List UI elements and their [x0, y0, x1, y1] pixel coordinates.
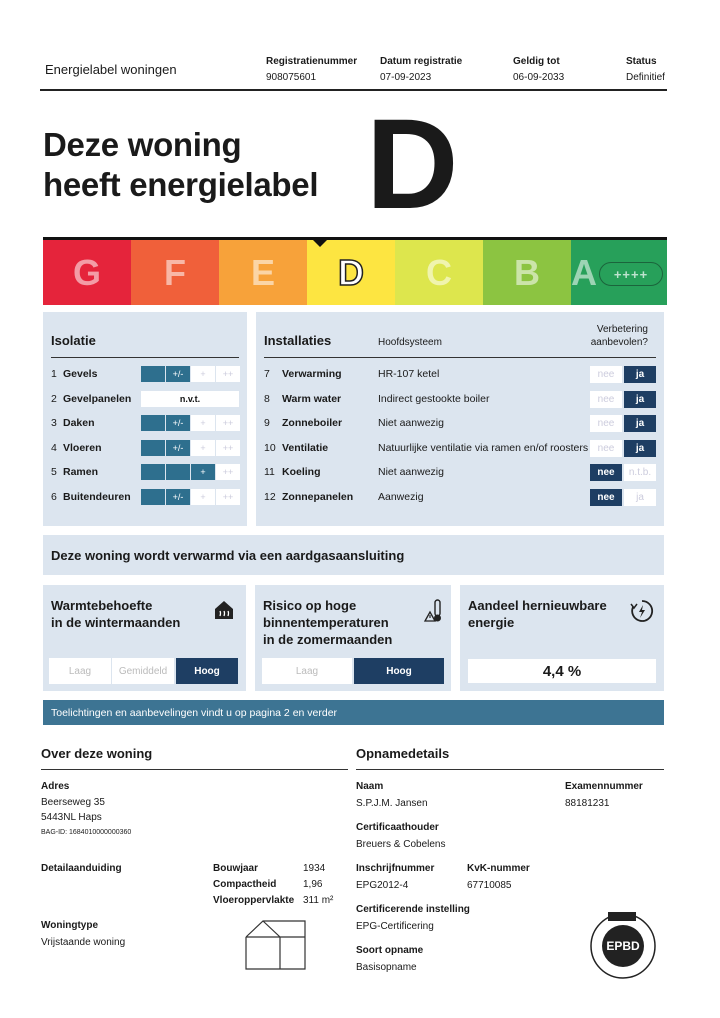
instelling-value: EPG-Certificering: [356, 921, 434, 932]
rating-cell: [141, 489, 165, 505]
system-value: Natuurlijke ventilatie via ramen en/of roosters: [378, 441, 589, 454]
hoofdsysteem-header: Hoofdsysteem: [378, 337, 442, 348]
row-number: 3: [51, 417, 57, 430]
isolatie-row: [51, 393, 131, 405]
isolatie-row: [51, 368, 97, 380]
rating-cell: +/-: [166, 415, 190, 431]
soort-value: Basisopname: [356, 962, 417, 973]
advice-yes: ja: [624, 391, 656, 408]
installatie-row: [264, 393, 341, 405]
header-key: Registratienummer: [266, 56, 358, 67]
rating-cell: [141, 464, 165, 480]
row-label: Ramen: [63, 466, 99, 479]
header-status: [626, 56, 665, 83]
hernieuwbaar-box: [460, 585, 664, 691]
advice-yes: ja: [624, 415, 656, 432]
rating-cell: [141, 440, 165, 456]
renewable-energy-icon: [630, 599, 654, 623]
inschrijf-label: Inschrijfnummer: [356, 863, 435, 874]
advice-yes: n.t.b.: [624, 464, 656, 481]
hero-title: [43, 125, 318, 205]
advice-toggle: [590, 415, 656, 432]
kvk-value: 67710085: [467, 880, 512, 891]
risico-title-line: binnentemperaturen: [263, 615, 389, 630]
cert-label: Certificaathouder: [356, 822, 439, 833]
naam-value: S.P.J.M. Jansen: [356, 798, 428, 809]
advice-toggle: [590, 489, 656, 506]
detached-house-icon: [243, 917, 308, 971]
inschrijf-value: EPG2012-4: [356, 880, 409, 891]
rating-cell: +: [191, 366, 215, 382]
adres-label: Adres: [41, 781, 70, 792]
energy-class-letter: D: [338, 251, 364, 293]
row-number: 2: [51, 392, 57, 405]
hernieuwbaar-title: [468, 597, 607, 631]
hernieuwbaar-value: 4,4 %: [468, 659, 656, 683]
installatie-row: [264, 466, 321, 478]
advice-toggle: [590, 366, 656, 383]
advice-header: Verbetering aanbevolen?: [590, 324, 648, 348]
row-number: 11: [264, 466, 275, 479]
hernieuwbaar-title-line: Aandeel hernieuwbare: [468, 598, 607, 613]
a-plus-badge: ++++: [599, 262, 663, 286]
adres-line2: 5443NL Haps: [41, 812, 102, 823]
bag-id: BAG-ID: 1684010000000360: [41, 829, 132, 836]
risico-title-line: in de zomermaanden: [263, 632, 393, 647]
row-label: Warm water: [282, 392, 342, 405]
row-label: Buitendeuren: [63, 491, 131, 503]
hero-line1: Deze woning: [43, 126, 242, 163]
isolatie-rating: [141, 415, 240, 431]
installaties-panel: [256, 312, 664, 526]
rating-cell: n.v.t.: [141, 391, 239, 407]
isolatie-title: Isolatie: [51, 333, 96, 348]
divider: [356, 769, 664, 770]
warmte-title-line: Warmtebehoefte: [51, 598, 153, 613]
advice-no: nee: [590, 440, 622, 457]
header-key: Status: [626, 56, 657, 67]
vloer-value: 311 m²: [303, 895, 334, 906]
advice-toggle: [590, 440, 656, 457]
energy-class-letter: F: [164, 251, 186, 293]
advice-no: nee: [590, 366, 622, 383]
advice-toggle: [590, 464, 656, 481]
row-number: 10: [264, 441, 276, 454]
system-value: Aanwezig: [378, 491, 424, 503]
rating-cell: +/-: [166, 366, 190, 382]
energy-class-g: [43, 240, 131, 305]
rating-cell: +: [191, 440, 215, 456]
header-value: Definitief: [626, 72, 665, 83]
bouwjaar-label: Bouwjaar: [213, 863, 259, 874]
rating-cell: ++: [216, 489, 240, 505]
instelling-label: Certificerende instelling: [356, 904, 470, 915]
warmte-option-laag: Laag: [49, 658, 111, 684]
advice-yes: ja: [624, 440, 656, 457]
detail-label: Detailaanduiding: [41, 863, 122, 874]
row-number: 9: [264, 417, 270, 430]
document-title: Energielabel woningen: [45, 62, 177, 77]
row-label: Vloeren: [63, 441, 102, 454]
installatie-row: [264, 368, 342, 380]
advice-toggle: [590, 391, 656, 408]
header-value: 908075601: [266, 72, 317, 83]
kvk-label: KvK-nummer: [467, 863, 530, 874]
row-number: 4: [51, 441, 57, 454]
toelichting-banner: [43, 700, 664, 725]
isolatie-rating: [141, 391, 239, 407]
risico-box: [255, 585, 451, 691]
energy-class-letter: A: [571, 251, 597, 293]
advice-yes: ja: [624, 366, 656, 383]
system-value: Indirect gestookte boiler: [378, 392, 490, 405]
energy-class-e: [219, 240, 307, 305]
row-number: 1: [51, 368, 57, 380]
rating-cell: +: [191, 464, 215, 480]
isolatie-row: [51, 491, 131, 503]
divider: [41, 769, 348, 770]
hero-line2: heeft energielabel: [43, 166, 319, 203]
rating-cell: +/-: [166, 489, 190, 505]
energy-class-f: [131, 240, 219, 305]
advice-no: nee: [590, 415, 622, 432]
system-value: Niet aanwezig: [378, 466, 444, 479]
type-label: Woningtype: [41, 920, 99, 931]
row-number: 8: [264, 392, 270, 405]
naam-label: Naam: [356, 781, 384, 792]
toelichting-text: Toelichtingen en aanbevelingen vindt u op pagina 2 en verder: [51, 706, 338, 719]
opname-title: Opnamedetails: [356, 746, 450, 761]
rating-cell: [141, 366, 165, 382]
row-number: 7: [264, 368, 270, 380]
risico-title: [263, 597, 392, 648]
type-value: Vrijstaande woning: [41, 937, 126, 948]
cert-value: Breuers & Cobelens: [356, 839, 446, 850]
row-label: Daken: [63, 417, 95, 430]
soort-label: Soort opname: [356, 945, 424, 956]
rating-cell: +: [191, 489, 215, 505]
examen-label: Examennummer: [565, 781, 643, 792]
advice-no: nee: [590, 489, 622, 506]
warmte-title-line: in de wintermaanden: [51, 615, 181, 630]
row-label: Gevels: [63, 368, 98, 380]
epbd-logo-icon: [582, 905, 664, 987]
header-date: [380, 56, 462, 83]
system-value: Niet aanwezig: [378, 417, 444, 430]
installatie-row: [264, 491, 353, 503]
bouwjaar-value: 1934: [303, 863, 326, 874]
header-valid: [513, 56, 564, 83]
row-label: Zonnepanelen: [282, 491, 354, 503]
header-key: Geldig tot: [513, 56, 560, 67]
examen-value: 88181231: [565, 798, 610, 809]
row-number: 6: [51, 491, 57, 503]
thermometer-warning-icon: [423, 599, 445, 623]
rating-cell: [141, 415, 165, 431]
header-registration: [266, 56, 357, 83]
row-label: Zonneboiler: [282, 417, 343, 430]
energy-class-c: [395, 240, 483, 305]
compact-value: 1,96: [303, 879, 323, 890]
energy-class-letter: E: [250, 251, 275, 293]
divider: [51, 357, 239, 358]
isolatie-row: [51, 417, 95, 429]
risico-option-laag: Laag: [262, 658, 352, 684]
risico-option-hoog: Hoog: [354, 658, 444, 684]
adres-line1: Beerseweg 35: [41, 797, 105, 808]
rating-cell: ++: [216, 415, 240, 431]
woning-title: Over deze woning: [41, 746, 153, 761]
selected-marker-icon: [311, 238, 329, 247]
rating-cell: ++: [216, 440, 240, 456]
header-divider: [40, 89, 667, 91]
header-value: 06-09-2033: [513, 72, 565, 83]
isolatie-rating: [141, 464, 240, 480]
energy-class-letter: G: [72, 251, 101, 293]
energy-label-letter: D: [366, 93, 459, 236]
energy-class-a: [571, 240, 667, 305]
isolatie-row: [51, 442, 102, 454]
isolatie-row: [51, 466, 98, 478]
energy-scale: [43, 237, 667, 305]
warmte-box: [43, 585, 246, 691]
rating-cell: [166, 464, 190, 480]
row-label: Verwarming: [282, 368, 342, 380]
installaties-title: Installaties: [264, 333, 332, 348]
advice-yes: ja: [624, 489, 656, 506]
system-value: HR-107 ketel: [378, 368, 440, 380]
row-number: 5: [51, 466, 57, 479]
header-key: Datum registratie: [380, 56, 463, 67]
installatie-row: [264, 417, 342, 429]
energy-class-letter: B: [514, 251, 540, 293]
row-label: Ventilatie: [282, 441, 329, 454]
energy-class-d: [307, 240, 395, 305]
advice-no: nee: [590, 391, 622, 408]
epbd-logo-text: EPBD: [606, 939, 640, 953]
installatie-row: [264, 442, 328, 454]
warmte-option-gemiddeld: Gemiddeld: [112, 658, 174, 684]
gas-banner-text: Deze woning wordt verwarmd via een aardgasaansluiting: [51, 547, 405, 563]
vloer-label: Vloeroppervlakte: [213, 895, 295, 906]
warmte-title: [51, 597, 180, 631]
gas-banner: [43, 535, 664, 575]
advice-no: nee: [590, 464, 622, 481]
isolatie-rating: [141, 489, 240, 505]
energy-class-b: [483, 240, 571, 305]
divider: [264, 357, 656, 358]
warmte-option-hoog: Hoog: [176, 658, 238, 684]
isolatie-panel: [43, 312, 247, 526]
compact-label: Compactheid: [213, 879, 277, 890]
rating-cell: ++: [216, 464, 240, 480]
row-label: Koeling: [282, 466, 321, 479]
rating-cell: ++: [216, 366, 240, 382]
rating-cell: +/-: [166, 440, 190, 456]
isolatie-rating: [141, 366, 240, 382]
hernieuwbaar-title-line: energie: [468, 615, 515, 630]
isolatie-rating: [141, 440, 240, 456]
row-number: 12: [264, 491, 276, 503]
row-label: Gevelpanelen: [63, 392, 132, 405]
energy-class-letter: C: [426, 251, 452, 293]
header-value: 07-09-2023: [380, 72, 432, 83]
house-heat-icon: [213, 599, 235, 621]
risico-title-line: Risico op hoge: [263, 598, 357, 613]
rating-cell: +: [191, 415, 215, 431]
